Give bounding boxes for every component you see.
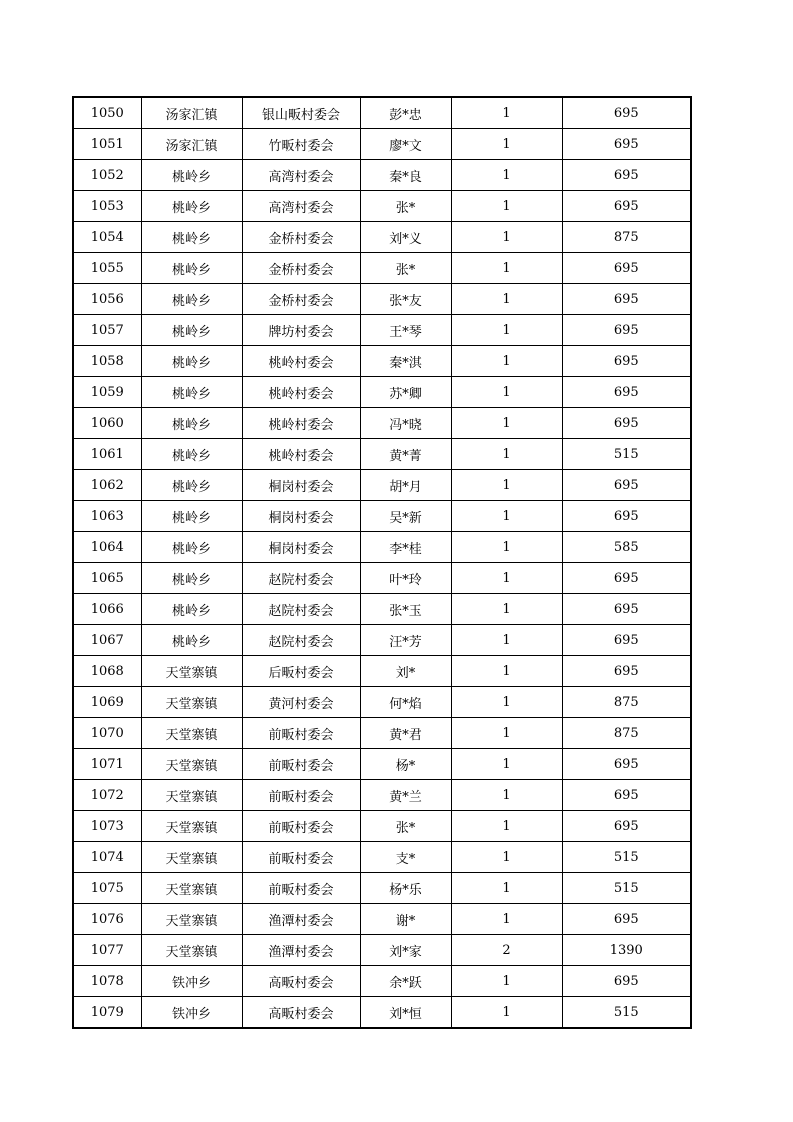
row-number-cell: 1054 [73, 222, 141, 253]
person-name-cell: 黄*兰 [360, 780, 451, 811]
village-committee-cell: 前畈村委会 [242, 842, 360, 873]
township-cell: 桃岭乡 [141, 439, 242, 470]
township-cell: 天堂寨镇 [141, 656, 242, 687]
village-committee-cell: 后畈村委会 [242, 656, 360, 687]
person-name-cell: 刘*恒 [360, 997, 451, 1029]
household-count-cell: 1 [451, 408, 562, 439]
row-number-cell: 1055 [73, 253, 141, 284]
amount-cell: 695 [562, 811, 691, 842]
village-committee-cell: 桃岭村委会 [242, 346, 360, 377]
row-number-cell: 1066 [73, 594, 141, 625]
township-cell: 桃岭乡 [141, 563, 242, 594]
row-number-cell: 1068 [73, 656, 141, 687]
household-count-cell: 1 [451, 346, 562, 377]
table-row [73, 625, 691, 656]
person-name-cell: 刘*义 [360, 222, 451, 253]
person-name-cell: 张*玉 [360, 594, 451, 625]
table-row [73, 904, 691, 935]
row-number-cell: 1065 [73, 563, 141, 594]
row-number-cell: 1073 [73, 811, 141, 842]
table-row [73, 439, 691, 470]
table-row [73, 346, 691, 377]
amount-cell: 875 [562, 718, 691, 749]
village-committee-cell: 桐岗村委会 [242, 501, 360, 532]
township-cell: 天堂寨镇 [141, 935, 242, 966]
table-row [73, 284, 691, 315]
amount-cell: 875 [562, 687, 691, 718]
township-cell: 天堂寨镇 [141, 718, 242, 749]
person-name-cell: 黄*菁 [360, 439, 451, 470]
row-number-cell: 1067 [73, 625, 141, 656]
amount-cell: 695 [562, 749, 691, 780]
table-row [73, 687, 691, 718]
amount-cell: 695 [562, 656, 691, 687]
table-row [73, 997, 691, 1029]
household-count-cell: 1 [451, 904, 562, 935]
household-count-cell: 1 [451, 656, 562, 687]
amount-cell: 1390 [562, 935, 691, 966]
household-count-cell: 1 [451, 563, 562, 594]
person-name-cell: 张*友 [360, 284, 451, 315]
township-cell: 桃岭乡 [141, 253, 242, 284]
row-number-cell: 1053 [73, 191, 141, 222]
person-name-cell: 苏*卿 [360, 377, 451, 408]
village-committee-cell: 前畈村委会 [242, 749, 360, 780]
household-count-cell: 1 [451, 780, 562, 811]
table-row [73, 749, 691, 780]
row-number-cell: 1072 [73, 780, 141, 811]
village-committee-cell: 黄河村委会 [242, 687, 360, 718]
household-count-cell: 1 [451, 997, 562, 1029]
township-cell: 桃岭乡 [141, 315, 242, 346]
village-committee-cell: 银山畈村委会 [242, 97, 360, 129]
township-cell: 桃岭乡 [141, 532, 242, 563]
table-row [73, 501, 691, 532]
person-name-cell: 王*琴 [360, 315, 451, 346]
amount-cell: 695 [562, 129, 691, 160]
row-number-cell: 1069 [73, 687, 141, 718]
person-name-cell: 张* [360, 253, 451, 284]
township-cell: 天堂寨镇 [141, 749, 242, 780]
row-number-cell: 1071 [73, 749, 141, 780]
person-name-cell: 谢* [360, 904, 451, 935]
township-cell: 天堂寨镇 [141, 687, 242, 718]
row-number-cell: 1061 [73, 439, 141, 470]
amount-cell: 515 [562, 439, 691, 470]
village-committee-cell: 高畈村委会 [242, 997, 360, 1029]
township-cell: 桃岭乡 [141, 160, 242, 191]
row-number-cell: 1062 [73, 470, 141, 501]
amount-cell: 695 [562, 377, 691, 408]
roster-table-body [73, 97, 691, 1028]
village-committee-cell: 高畈村委会 [242, 966, 360, 997]
township-cell: 桃岭乡 [141, 284, 242, 315]
amount-cell: 695 [562, 253, 691, 284]
amount-cell: 515 [562, 842, 691, 873]
table-row [73, 470, 691, 501]
table-row [73, 408, 691, 439]
village-committee-cell: 桃岭村委会 [242, 439, 360, 470]
village-committee-cell: 牌坊村委会 [242, 315, 360, 346]
row-number-cell: 1050 [73, 97, 141, 129]
household-count-cell: 1 [451, 842, 562, 873]
table-row [73, 129, 691, 160]
township-cell: 天堂寨镇 [141, 873, 242, 904]
table-row [73, 935, 691, 966]
household-count-cell: 1 [451, 873, 562, 904]
person-name-cell: 余*跃 [360, 966, 451, 997]
township-cell: 桃岭乡 [141, 594, 242, 625]
amount-cell: 875 [562, 222, 691, 253]
table-row [73, 563, 691, 594]
township-cell: 铁冲乡 [141, 966, 242, 997]
row-number-cell: 1064 [73, 532, 141, 563]
row-number-cell: 1070 [73, 718, 141, 749]
household-count-cell: 1 [451, 625, 562, 656]
person-name-cell: 张* [360, 811, 451, 842]
household-count-cell: 1 [451, 811, 562, 842]
table-row [73, 780, 691, 811]
township-cell: 桃岭乡 [141, 222, 242, 253]
table-row [73, 656, 691, 687]
village-committee-cell: 渔潭村委会 [242, 904, 360, 935]
amount-cell: 695 [562, 408, 691, 439]
person-name-cell: 彭*忠 [360, 97, 451, 129]
household-count-cell: 1 [451, 501, 562, 532]
table-row [73, 811, 691, 842]
row-number-cell: 1076 [73, 904, 141, 935]
roster-table [72, 96, 692, 1029]
household-count-cell: 1 [451, 718, 562, 749]
household-count-cell: 1 [451, 97, 562, 129]
amount-cell: 695 [562, 904, 691, 935]
township-cell: 汤家汇镇 [141, 129, 242, 160]
table-row [73, 191, 691, 222]
row-number-cell: 1058 [73, 346, 141, 377]
village-committee-cell: 赵院村委会 [242, 625, 360, 656]
village-committee-cell: 金桥村委会 [242, 222, 360, 253]
village-committee-cell: 桐岗村委会 [242, 470, 360, 501]
table-row [73, 966, 691, 997]
row-number-cell: 1056 [73, 284, 141, 315]
table-row [73, 532, 691, 563]
table-row [73, 873, 691, 904]
household-count-cell: 1 [451, 315, 562, 346]
amount-cell: 695 [562, 160, 691, 191]
township-cell: 桃岭乡 [141, 408, 242, 439]
township-cell: 桃岭乡 [141, 377, 242, 408]
person-name-cell: 叶*玲 [360, 563, 451, 594]
township-cell: 桃岭乡 [141, 470, 242, 501]
table-row [73, 253, 691, 284]
person-name-cell: 冯*晓 [360, 408, 451, 439]
person-name-cell: 吴*新 [360, 501, 451, 532]
village-committee-cell: 前畈村委会 [242, 780, 360, 811]
village-committee-cell: 金桥村委会 [242, 253, 360, 284]
table-row [73, 842, 691, 873]
row-number-cell: 1052 [73, 160, 141, 191]
township-cell: 天堂寨镇 [141, 780, 242, 811]
row-number-cell: 1074 [73, 842, 141, 873]
row-number-cell: 1079 [73, 997, 141, 1029]
amount-cell: 695 [562, 315, 691, 346]
village-committee-cell: 桃岭村委会 [242, 408, 360, 439]
village-committee-cell: 桃岭村委会 [242, 377, 360, 408]
person-name-cell: 张* [360, 191, 451, 222]
village-committee-cell: 前畈村委会 [242, 873, 360, 904]
amount-cell: 695 [562, 563, 691, 594]
household-count-cell: 1 [451, 222, 562, 253]
household-count-cell: 1 [451, 594, 562, 625]
person-name-cell: 秦*淇 [360, 346, 451, 377]
village-committee-cell: 高湾村委会 [242, 160, 360, 191]
person-name-cell: 支* [360, 842, 451, 873]
row-number-cell: 1060 [73, 408, 141, 439]
village-committee-cell: 桐岗村委会 [242, 532, 360, 563]
household-count-cell: 1 [451, 191, 562, 222]
amount-cell: 695 [562, 966, 691, 997]
amount-cell: 695 [562, 780, 691, 811]
household-count-cell: 1 [451, 687, 562, 718]
row-number-cell: 1051 [73, 129, 141, 160]
row-number-cell: 1078 [73, 966, 141, 997]
amount-cell: 695 [562, 625, 691, 656]
township-cell: 桃岭乡 [141, 501, 242, 532]
village-committee-cell: 赵院村委会 [242, 563, 360, 594]
village-committee-cell: 赵院村委会 [242, 594, 360, 625]
village-committee-cell: 前畈村委会 [242, 718, 360, 749]
amount-cell: 695 [562, 501, 691, 532]
township-cell: 天堂寨镇 [141, 811, 242, 842]
village-committee-cell: 高湾村委会 [242, 191, 360, 222]
person-name-cell: 何*焰 [360, 687, 451, 718]
row-number-cell: 1063 [73, 501, 141, 532]
household-count-cell: 1 [451, 284, 562, 315]
household-count-cell: 1 [451, 966, 562, 997]
row-number-cell: 1059 [73, 377, 141, 408]
amount-cell: 695 [562, 97, 691, 129]
amount-cell: 695 [562, 594, 691, 625]
household-count-cell: 1 [451, 129, 562, 160]
person-name-cell: 汪*芳 [360, 625, 451, 656]
person-name-cell: 杨*乐 [360, 873, 451, 904]
household-count-cell: 1 [451, 749, 562, 780]
household-count-cell: 2 [451, 935, 562, 966]
household-count-cell: 1 [451, 532, 562, 563]
township-cell: 铁冲乡 [141, 997, 242, 1029]
township-cell: 桃岭乡 [141, 346, 242, 377]
village-committee-cell: 渔潭村委会 [242, 935, 360, 966]
person-name-cell: 刘* [360, 656, 451, 687]
table-row [73, 315, 691, 346]
amount-cell: 515 [562, 873, 691, 904]
person-name-cell: 胡*月 [360, 470, 451, 501]
table-row [73, 160, 691, 191]
person-name-cell: 刘*家 [360, 935, 451, 966]
village-committee-cell: 竹畈村委会 [242, 129, 360, 160]
person-name-cell: 廖*文 [360, 129, 451, 160]
table-row [73, 594, 691, 625]
amount-cell: 585 [562, 532, 691, 563]
township-cell: 桃岭乡 [141, 191, 242, 222]
amount-cell: 695 [562, 470, 691, 501]
township-cell: 天堂寨镇 [141, 842, 242, 873]
household-count-cell: 1 [451, 377, 562, 408]
table-row [73, 222, 691, 253]
village-committee-cell: 前畈村委会 [242, 811, 360, 842]
row-number-cell: 1057 [73, 315, 141, 346]
household-count-cell: 1 [451, 439, 562, 470]
table-row [73, 97, 691, 129]
village-committee-cell: 金桥村委会 [242, 284, 360, 315]
township-cell: 汤家汇镇 [141, 97, 242, 129]
person-name-cell: 黄*君 [360, 718, 451, 749]
person-name-cell: 李*桂 [360, 532, 451, 563]
amount-cell: 695 [562, 346, 691, 377]
table-row [73, 377, 691, 408]
household-count-cell: 1 [451, 160, 562, 191]
table-row [73, 718, 691, 749]
person-name-cell: 杨* [360, 749, 451, 780]
township-cell: 桃岭乡 [141, 625, 242, 656]
amount-cell: 695 [562, 191, 691, 222]
household-count-cell: 1 [451, 470, 562, 501]
amount-cell: 695 [562, 284, 691, 315]
township-cell: 天堂寨镇 [141, 904, 242, 935]
row-number-cell: 1075 [73, 873, 141, 904]
row-number-cell: 1077 [73, 935, 141, 966]
household-count-cell: 1 [451, 253, 562, 284]
person-name-cell: 秦*良 [360, 160, 451, 191]
amount-cell: 515 [562, 997, 691, 1029]
